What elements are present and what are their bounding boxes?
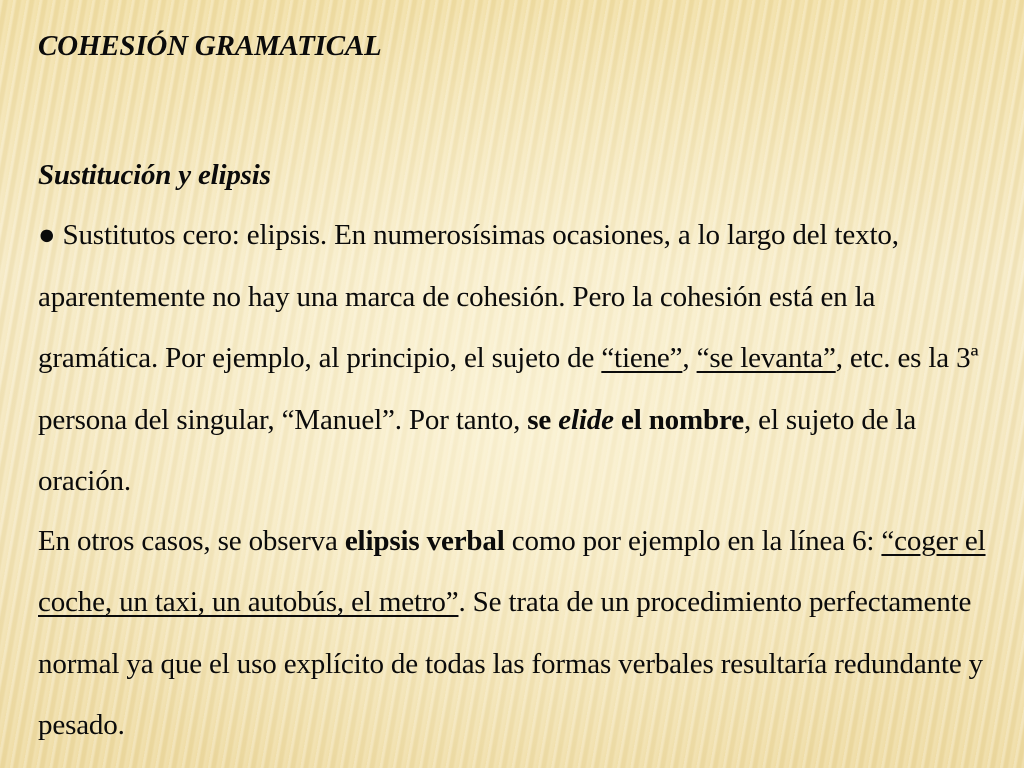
paragraph-text: Sustitutos cero: elipsis. En numerosísimas ocasiones, a lo largo del texto, aparentemente no hay una marca de cohesión. Pero la cohesión está en la gramática. Por ejemplo, al principio, el sujeto de (38, 219, 899, 374)
paragraph-text: , el sujeto de la oración. (38, 403, 917, 497)
paragraph-verbal-ellipsis (38, 511, 998, 757)
paragraph-text: como por ejemplo en la línea 6: (504, 524, 882, 557)
bullet-icon: ● (38, 219, 56, 251)
paragraph-text: , etc. es la 3ª persona del singular, “Manuel”. Por tanto, (38, 342, 979, 436)
slide-title: COHESIÓN GRAMATICAL (38, 30, 382, 62)
quote-tiene: “tiene” (601, 342, 683, 374)
section-subtitle: Sustitución y elipsis (38, 159, 271, 191)
slide-content (38, 26, 998, 757)
paragraph-text: . Se trata de un procedimiento perfectamente normal ya que el uso explícito de todas las formas verbales resultaría redundante y pesado. (38, 586, 984, 741)
paragraph-ellipsis-zero (38, 205, 998, 513)
emphasis-el-nombre: el nombre (613, 403, 744, 436)
paragraph-text: , (682, 342, 697, 374)
quote-se-levanta: “se levanta” (696, 342, 836, 374)
emphasis-elide: elide (558, 403, 614, 436)
emphasis-elipsis-verbal: elipsis verbal (344, 524, 505, 557)
emphasis-se: se (527, 403, 559, 436)
quote-coger-el-coche: “coger el coche, un taxi, un autobús, el metro” (38, 524, 986, 618)
paragraph-text: En otros casos, se observa (38, 524, 345, 557)
